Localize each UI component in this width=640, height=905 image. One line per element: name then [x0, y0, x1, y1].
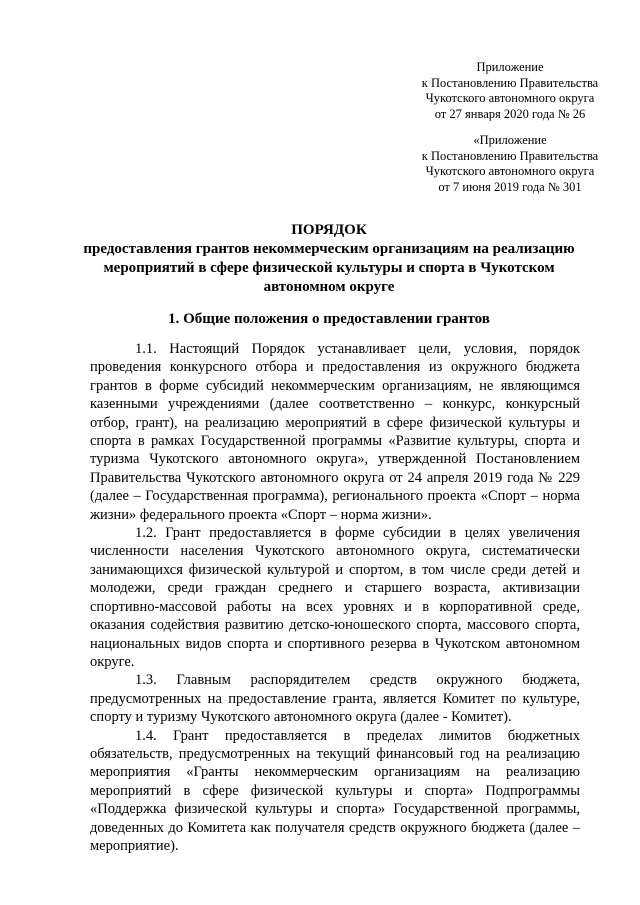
appendix-header-previous	[400, 133, 620, 195]
appendix-line: Приложение	[476, 60, 544, 74]
document-body	[90, 340, 580, 855]
paragraph-1-1: 1.1. Настоящий Порядок устанавливает цели, условия, порядок проведения конкурсного отбора и предоставления из окружного бюджета грантов в форме субсидий некоммерческим организациям, не являющимся казенными учреждениями (далее соответственно – конкурс, конкурсный отбор, грант), на реализацию мероприятий в сфере физической культуры и спорта в рамках Государственной программы «Развитие культуры, спорта и туризма Чукотского автономного округа», утвержденной Постановлением Правительства Чукотского автономного округа от 24 апреля 2019 года № 229 (далее – Государственная программа), регионального проекта «Спорт – норма жизни» федерального проекта «Спорт – норма жизни».	[90, 341, 580, 523]
paragraph-1-2: 1.2. Грант предоставляется в форме субсидии в целях увеличения численности населения Чукотского автономного округа, систематически занимающихся физической культурой и спортом, в том числе среди детей и молодежи, среди граждан среднего и старшего возраста, активизации спортивно-массовой работы на всех уровнях и в корпоративной среде, оказания содействия развитию детско-юношеского спорта, массового спорта, национальных видов спорта и спортивного резерва в Чукотском автономном округе.	[90, 525, 580, 670]
appendix-line: Чукотского автономного округа	[425, 91, 595, 106]
paragraph-1-3: 1.3. Главным распорядителем средств окружного бюджета, предусмотренных на предоставление гранта, является Комитет по культуре, спорту и туризму Чукотского автономного округа (далее - Комитет).	[90, 672, 580, 726]
section-heading: 1. Общие положения о предоставлении грантов	[168, 311, 490, 327]
title-line: предоставления грантов некоммерческим организациям на реализацию	[83, 241, 575, 257]
paragraph-1-4: 1.4. Грант предоставляется в пределах лимитов бюджетных обязательств, предусмотренных на текущий финансовый год на реализацию мероприятия «Гранты некоммерческим организациям на реализацию мероприятий в сфере физической культуры и спорта» Подпрограммы «Поддержка физической культуры и спорта» Государственной программы, доведенных до Комитета как получателя средств окружного бюджета (далее – мероприятие).	[90, 727, 580, 854]
title-line: мероприятий в сфере физической культуры и спорта в Чукотском	[103, 260, 555, 276]
title-line: автономном округе	[263, 279, 395, 295]
appendix-header-current	[400, 60, 620, 122]
appendix-line: к Постановлению Правительства	[421, 75, 599, 90]
title-main: ПОРЯДОК	[291, 222, 367, 238]
document-title	[80, 221, 578, 297]
appendix-line: к Постановлению Правительства	[421, 148, 599, 163]
appendix-date: от 27 января 2020 года № 26	[434, 106, 586, 121]
appendix-line: «Приложение	[473, 133, 547, 147]
appendix-line: Чукотского автономного округа	[425, 164, 595, 179]
appendix-date: от 7 июня 2019 года № 301	[438, 179, 582, 194]
